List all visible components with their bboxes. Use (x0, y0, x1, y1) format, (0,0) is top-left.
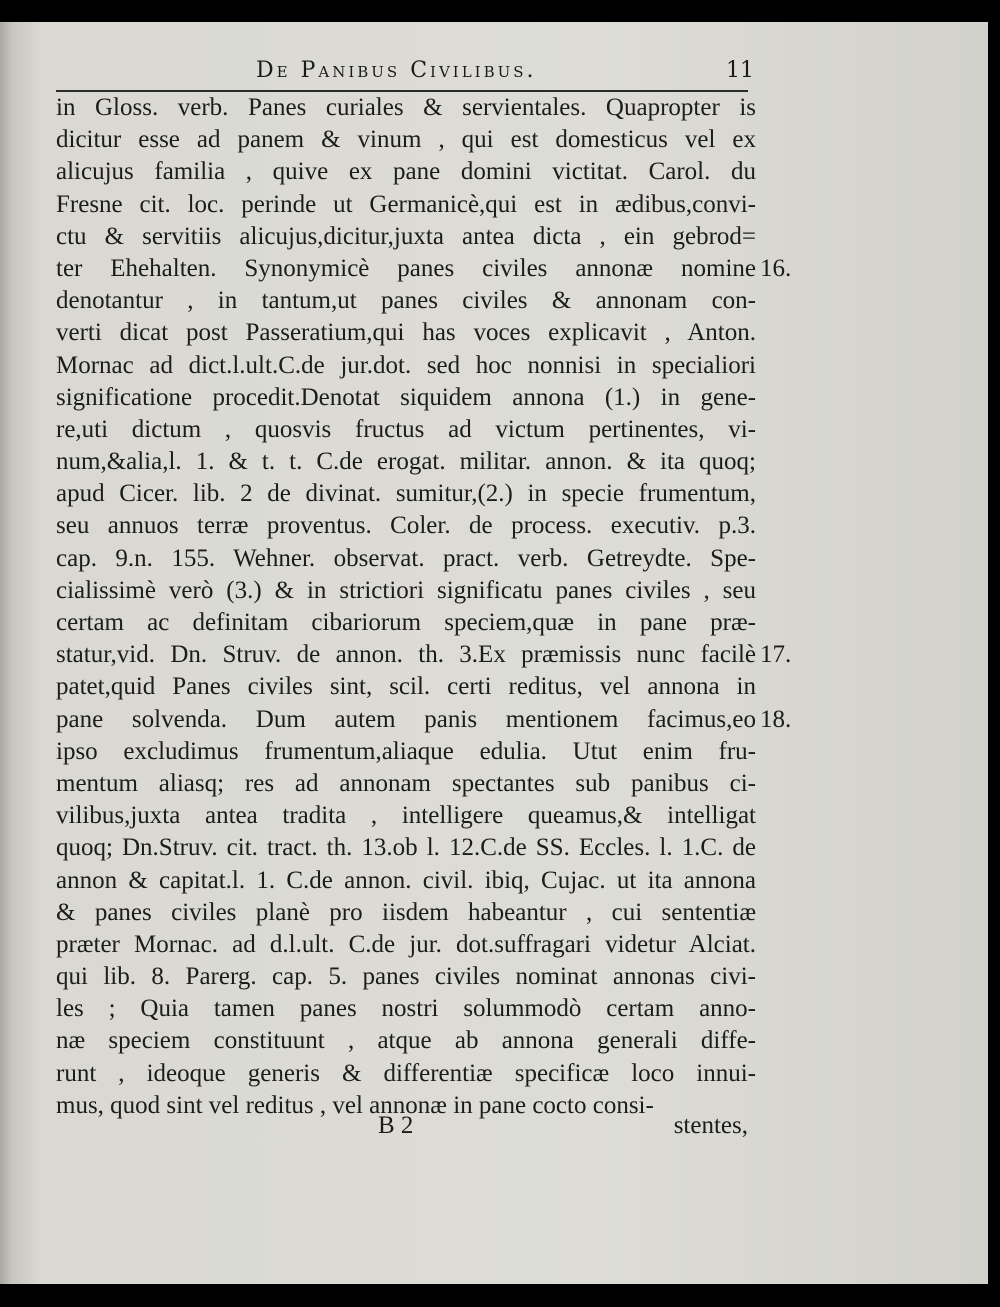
catchword: stentes, (673, 1112, 748, 1139)
margin-paragraph-number: 16. (760, 255, 792, 282)
book-page (0, 22, 988, 1284)
body-text (56, 92, 756, 1122)
page-number: 11 (726, 58, 754, 83)
text-line: runt , ideoque generis & differentiæ specificæ loco innui- (56, 1059, 756, 1087)
text-line: quoq; Dn.Struv. cit. tract. th. 13.ob l. 12.C.de SS. Eccles. l. 1.C. de (56, 834, 756, 862)
text-line: cap. 9.n. 155. Wehner. observat. pract. verb. Getreydte. Spe- (56, 544, 756, 572)
text-line: annon & capitat.l. 1. C.de annon. civil. ibiq, Cujac. ut ita annona (56, 866, 756, 894)
text-line: seu annuos terræ proventus. Coler. de process. executiv. p.3. (56, 512, 756, 540)
text-line: cialissimè verò (3.) & in strictiori significatu panes civiles , seu (56, 576, 756, 604)
page-footer (56, 1112, 756, 1146)
text-line: in Gloss. verb. Panes curiales & servientales. Quapropter is (56, 94, 756, 121)
text-line: les ; Quia tamen panes nostri solummodò certam anno- (56, 995, 756, 1023)
text-line: ter Ehehalten. Synonymicè panes civiles annonæ nomine (56, 254, 756, 282)
text-line: pane solvenda. Dum autem panis mentionem facimus,eo (56, 705, 756, 733)
text-line: certam ac definitam cibariorum speciem,quæ in pane præ- (56, 609, 756, 636)
text-line: næ speciem constituunt , atque ab annona generali diffe- (56, 1027, 756, 1055)
text-line: dicitur esse ad panem & vinum , qui est domesticus vel ex (56, 126, 756, 154)
text-line: Mornac ad dict.l.ult.C.de jur.dot. sed hoc nonnisi in specialiori (56, 351, 756, 379)
text-line: ipso excludimus frumentum,aliaque edulia. Utut enim fru- (56, 737, 756, 765)
text-line: verti dicat post Passeratium,qui has voces explicavit , Anton. (56, 319, 756, 347)
text-line: statur,vid. Dn. Struv. de annon. th. 3.Ex præmissis nunc facilè (56, 641, 756, 669)
text-line: denotantur , in tantum,ut panes civiles & annonam con- (56, 287, 756, 315)
text-line: ctu & servitiis alicujus,dicitur,juxta antea dicta , ein gebrod= (56, 222, 756, 250)
text-line: apud Cicer. lib. 2 de divinat. sumitur,(2.) in specie frumentum, (56, 480, 756, 508)
text-line: mentum aliasq; res ad annonam spectantes sub panibus ci- (56, 769, 756, 797)
text-line: præter Mornac. ad d.l.ult. C.de jur. dot.suffragari videtur Alciat. (56, 930, 756, 958)
page-header (0, 58, 988, 92)
text-line: qui lib. 8. Parerg. cap. 5. panes civiles nominat annonas civi- (56, 963, 756, 991)
text-line: patet,quid Panes civiles sint, scil. certi reditus, vel annona in (56, 673, 756, 701)
text-line: vilibus,juxta antea tradita , intelligere queamus,& intelligat (56, 802, 756, 830)
text-line: re,uti dictum , quosvis fructus ad victum pertinentes, vi- (56, 415, 756, 443)
text-line: num,&alia,l. 1. & t. t. C.de erogat. militar. annon. & ita quoq; (56, 448, 756, 476)
running-title: De Panibus Civilibus. (256, 58, 537, 83)
text-line: mus, quod sint vel reditus , vel annonæ in pane cocto consi- (56, 1091, 654, 1119)
text-line: Fresne cit. loc. perinde ut Germanicè,qui est in ædibus,convi- (56, 190, 756, 218)
margin-paragraph-number: 17. (760, 641, 792, 669)
text-line: alicujus familia , quive ex pane domini victitat. Carol. du (56, 158, 756, 186)
signature-mark: B 2 (378, 1112, 414, 1139)
margin-paragraph-number: 18. (760, 705, 792, 733)
text-line: significatione procedit.Denotat siquidem annona (1.) in gene- (56, 383, 756, 411)
text-line: & panes civiles planè pro iisdem habeantur , cui sententiæ (56, 898, 756, 926)
